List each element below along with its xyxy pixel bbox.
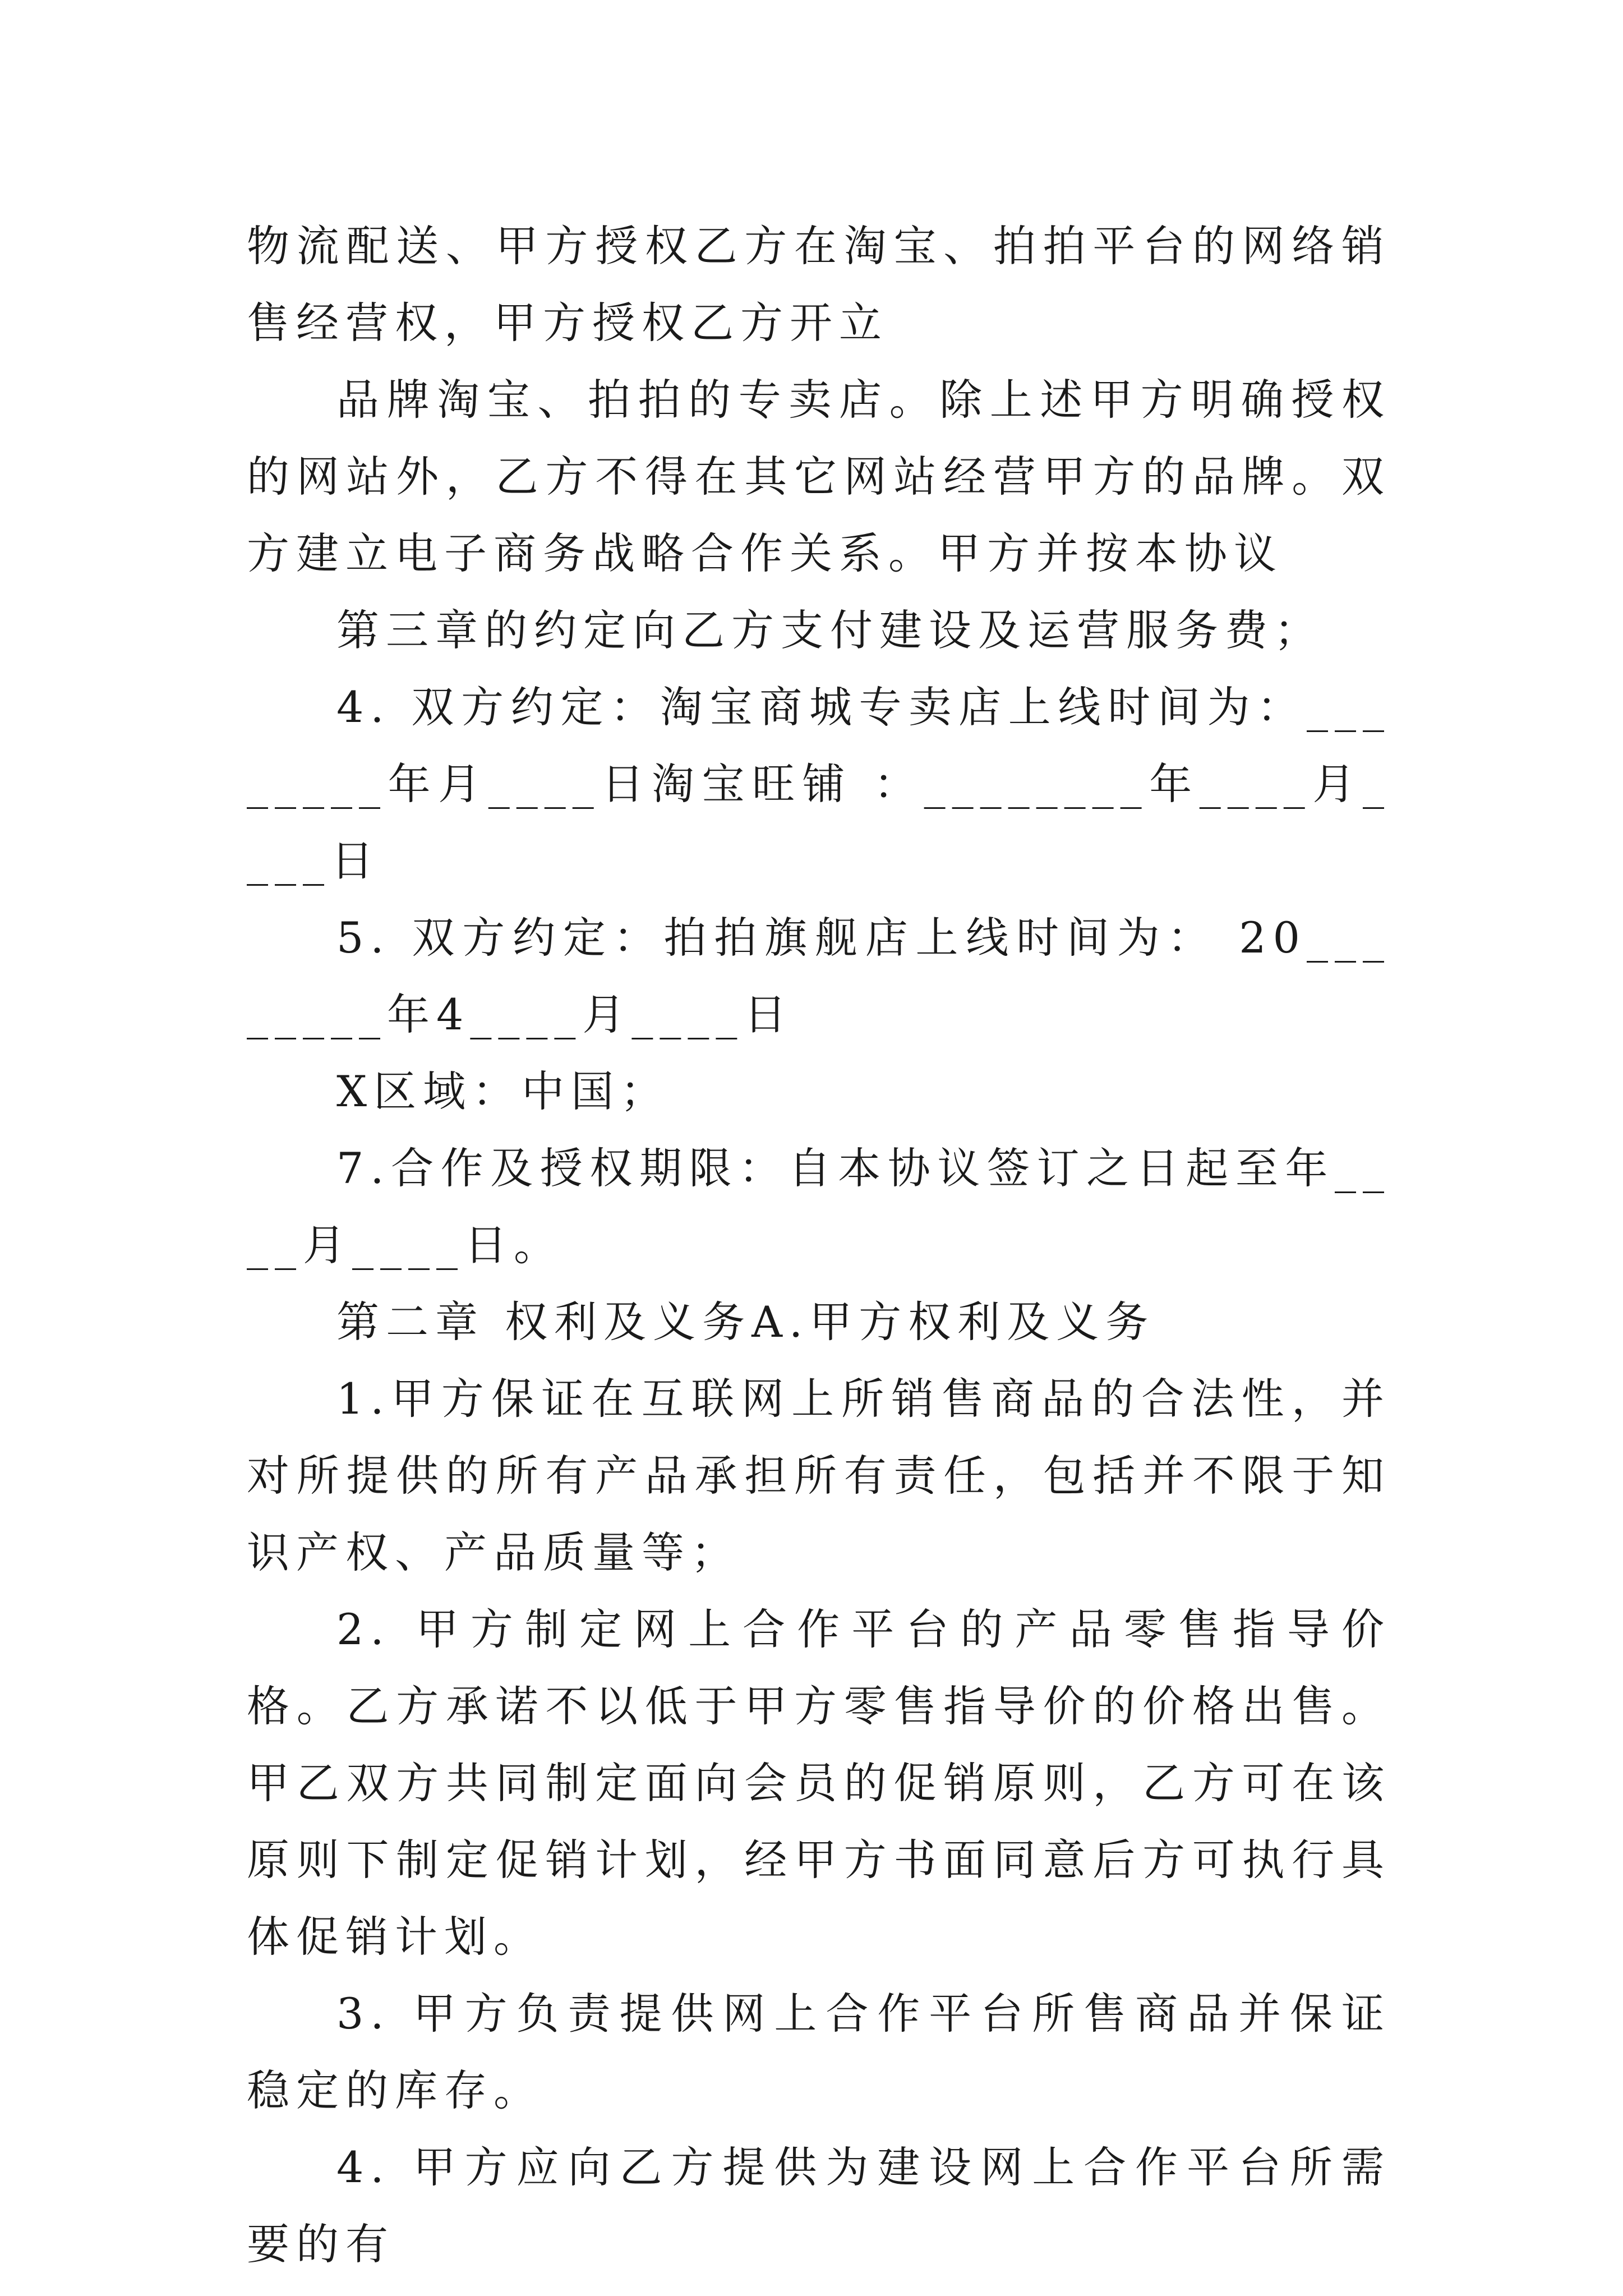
paragraph-chapter-three-fee: 第三章的约定向乙方支付建设及运营服务费； [336, 605, 1324, 655]
paragraph-item-7-term: 7.合作及授权期限：自本协议签订之日起至年____月____日。 [247, 1143, 1391, 1270]
paragraph-a4-provide: 4. 甲方应向乙方提供为建设网上合作平台所需要的有 [247, 2142, 1391, 2269]
chapter-two-heading: 第二章 权利及义务A.甲方权利及义务 [336, 1297, 1155, 1347]
document-page [247, 208, 1391, 2283]
paragraph-logistics: 物流配送、甲方授权乙方在淘宝、拍拍平台的网络销售经营权，甲方授权乙方开立 [247, 221, 1391, 348]
paragraph-item-4-taobao-date: 4. 双方约定：淘宝商城专卖店上线时间为：________年月____日淘宝旺铺 ：________年____月____日 [247, 682, 1391, 886]
paragraph-a2-pricing: 2. 甲方制定网上合作平台的产品零售指导价格。乙方承诺不以低于甲方零售指导价的价格出售。甲乙双方共同制定面向会员的促销原则，乙方可在该原则下制定促销计划，经甲方书面同意后方可执行具体促销计划。 [247, 1604, 1391, 1962]
paragraph-a1-legality: 1.甲方保证在互联网上所销售商品的合法性，并对所提供的所有产品承担所有责任，包括并不限于知识产权、产品质量等； [247, 1374, 1391, 1577]
paragraph-a3-inventory: 3. 甲方负责提供网上合作平台所售商品并保证稳定的库存。 [247, 1989, 1391, 2115]
paragraph-brand-store: 品牌淘宝、拍拍的专卖店。除上述甲方明确授权的网站外，乙方不得在其它网站经营甲方的品牌。双方建立电子商务战略合作关系。甲方并按本协议 [247, 375, 1391, 578]
paragraph-region: X区域：中国； [336, 1066, 670, 1116]
paragraph-item-5-paipai-date: 5. 双方约定：拍拍旗舰店上线时间为： 20________年4____月____日 [247, 913, 1391, 1039]
